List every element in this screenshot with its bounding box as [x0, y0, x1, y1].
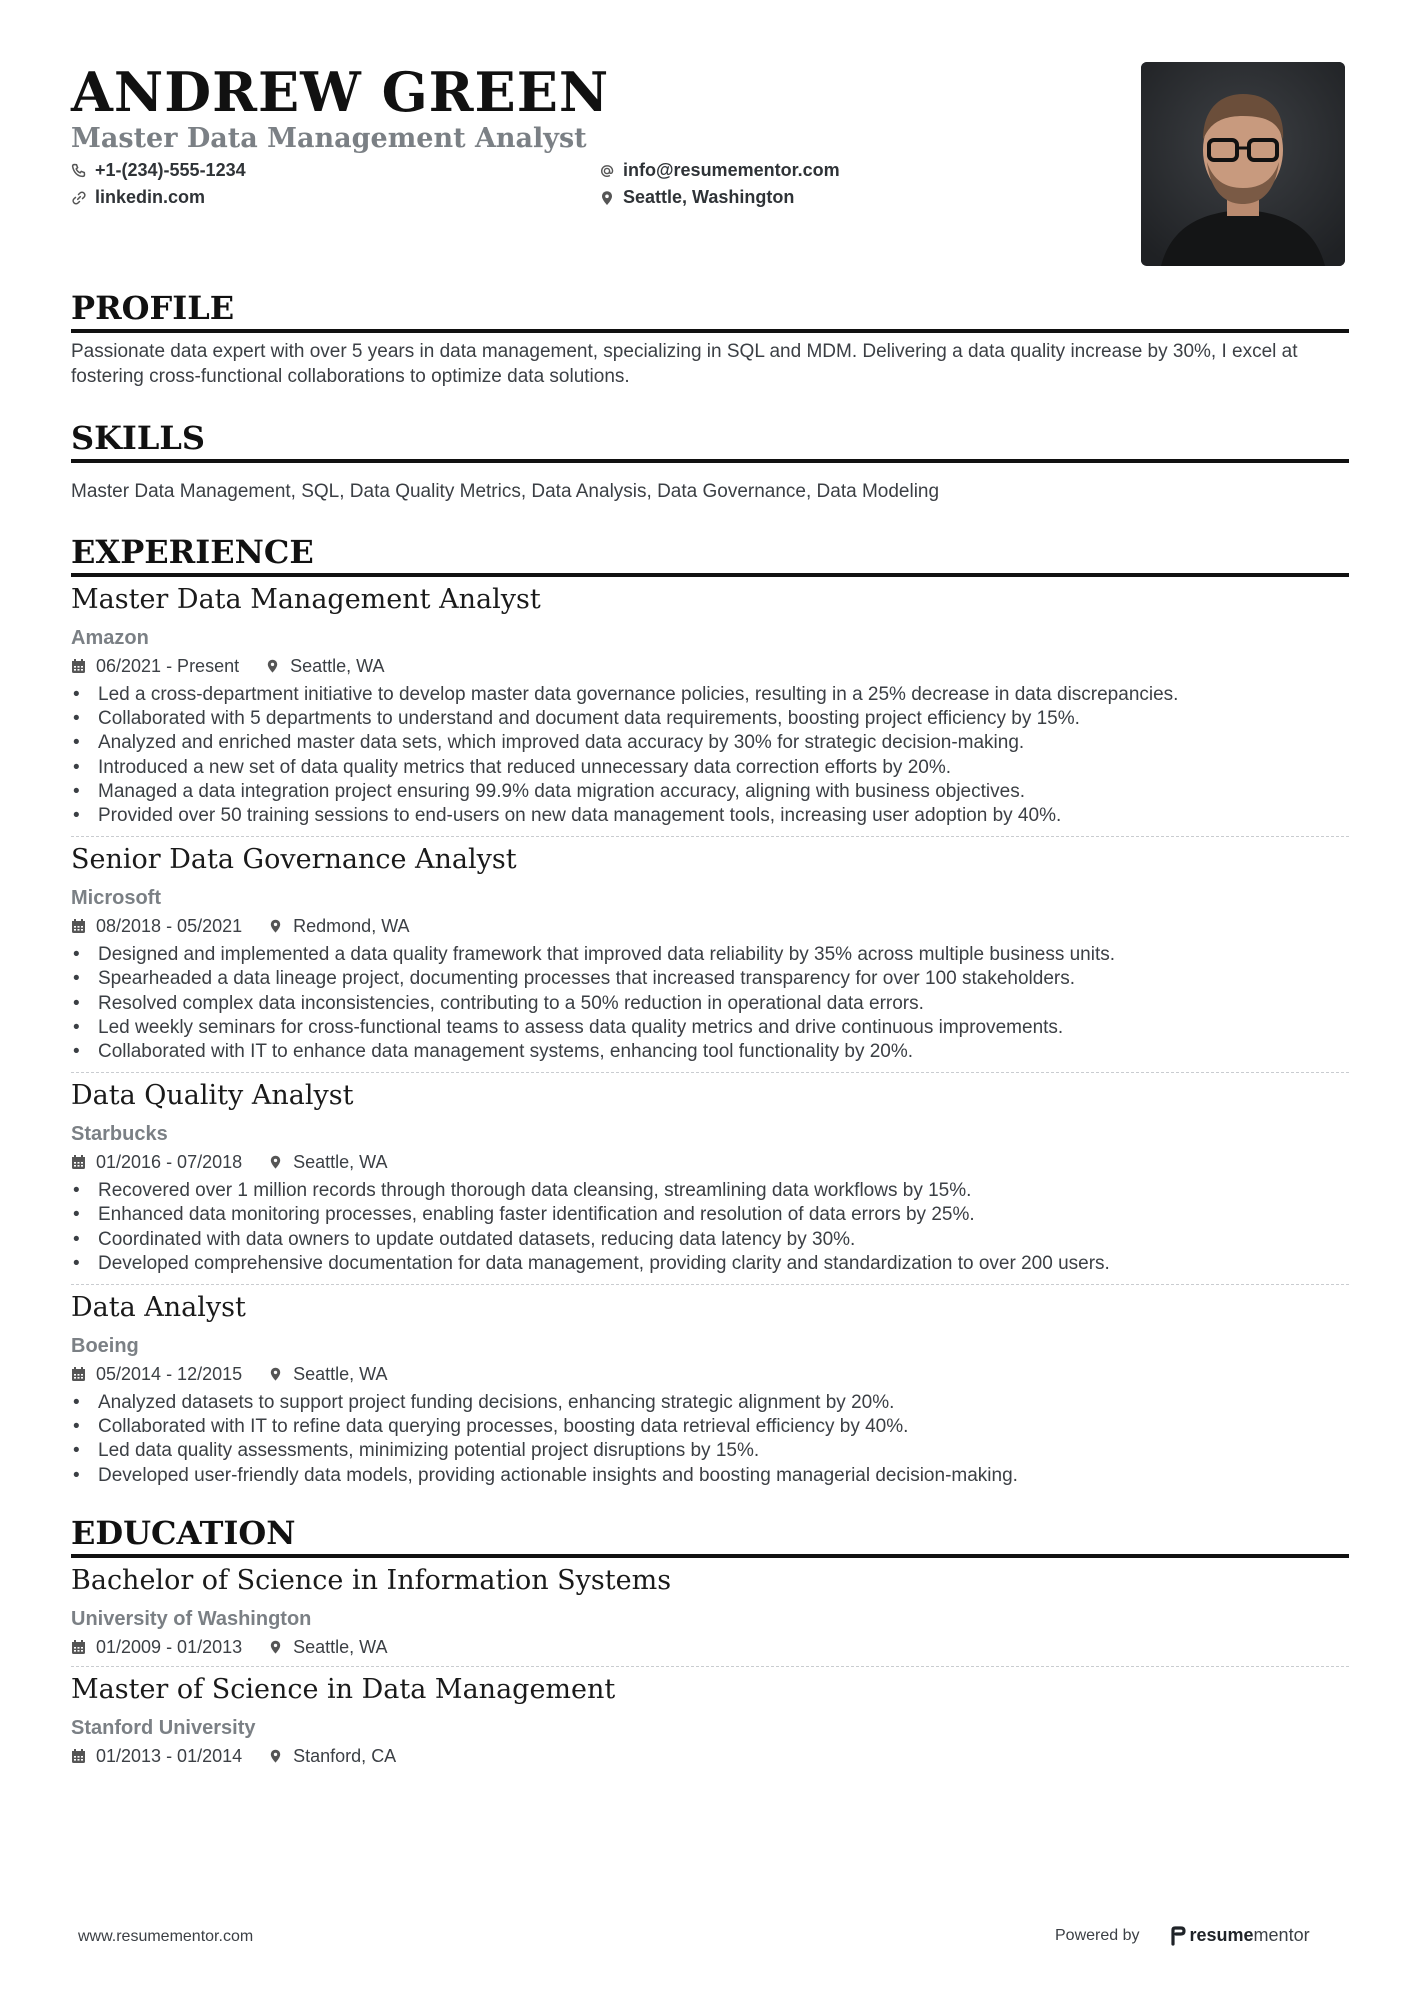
- brand-mark-icon: [1170, 1926, 1186, 1946]
- achievement-list: [71, 1391, 1349, 1488]
- degree-title: Bachelor of Science in Information Systems: [71, 1564, 672, 1596]
- calendar-icon: [71, 1154, 86, 1170]
- achievement-item: • Recovered over 1 million records through thorough data cleansing, streamlining data workflows by 15%.: [71, 1179, 1349, 1203]
- achievement-item: • Led data quality assessments, minimizing potential project disruptions by 15%.: [71, 1439, 1349, 1463]
- achievement-item: • Led weekly seminars for cross-functional teams to assess data quality metrics and drive continuous improvements.: [71, 1016, 1349, 1040]
- date-text: 08/2018 - 05/2021: [96, 916, 243, 937]
- company-name: Starbucks: [71, 1123, 168, 1146]
- date-text: 05/2014 - 12/2015: [96, 1364, 243, 1385]
- resume-header: [71, 0, 1349, 270]
- map-pin-icon: [268, 918, 283, 934]
- contact-email[interactable]: [599, 160, 891, 181]
- phone-text: +1-(234)-555-1234: [95, 160, 246, 180]
- location-text: Stanford, CA: [293, 1745, 397, 1766]
- contact-location: [599, 187, 891, 208]
- at-icon: [599, 163, 615, 179]
- skills-section: [71, 419, 1349, 504]
- entry-location: [268, 915, 409, 937]
- candidate-title: Master Data Management Analyst: [71, 123, 587, 154]
- achievement-item: • Resolved complex data inconsistencies, contributing to a 50% reduction in operational data errors.: [71, 992, 1349, 1016]
- calendar-icon: [71, 658, 86, 674]
- location-text: Seattle, WA: [293, 1152, 388, 1173]
- degree-title: Master of Science in Data Management: [71, 1673, 616, 1705]
- entry-location: [268, 1151, 387, 1173]
- date-range: [71, 1636, 242, 1658]
- footer-branding: [1055, 1925, 1310, 1946]
- education-list: [71, 1564, 1349, 1767]
- entry-meta: [71, 1745, 1349, 1767]
- achievement-list: [71, 1179, 1349, 1276]
- date-text: 01/2013 - 01/2014: [96, 1745, 243, 1766]
- entry-divider: [71, 1666, 1349, 1667]
- experience-section: [71, 533, 1349, 1488]
- achievement-item: • Spearheaded a data lineage project, documenting processes that increased transparency for over 100 stakeholders.: [71, 967, 1349, 991]
- entry-meta: [71, 915, 1349, 937]
- entry-meta: [71, 1151, 1349, 1173]
- education-section: [71, 1514, 1349, 1767]
- entry-divider: [71, 1072, 1349, 1073]
- skills-text: Master Data Management, SQL, Data Quality Metrics, Data Analysis, Data Governance, Data Modeling: [71, 481, 940, 502]
- entry-divider: [71, 836, 1349, 837]
- brand-bold-text: resume: [1189, 1925, 1254, 1945]
- footer-website[interactable]: www.resumementor.com: [78, 1928, 254, 1945]
- job-title: Data Quality Analyst: [71, 1080, 354, 1112]
- job-title: Data Analyst: [71, 1292, 246, 1324]
- achievement-item: • Developed user-friendly data models, providing actionable insights and boosting managerial decision-making.: [71, 1464, 1349, 1488]
- entry-meta: [71, 655, 1349, 677]
- powered-by-text: Powered by: [1055, 1926, 1140, 1944]
- linkedin-text: linkedin.com: [95, 187, 206, 207]
- achievement-list: [71, 943, 1349, 1064]
- map-pin-icon: [265, 658, 280, 674]
- achievement-item: • Analyzed datasets to support project funding decisions, enhancing strategic alignment by 20%.: [71, 1391, 1349, 1415]
- skills-heading: SKILLS: [71, 419, 205, 457]
- location-text: Redmond, WA: [293, 916, 410, 937]
- map-pin-icon: [268, 1366, 283, 1382]
- job-entry: [71, 1079, 1349, 1285]
- date-range: [71, 1745, 242, 1767]
- education-entry: [71, 1564, 1349, 1667]
- achievement-item: • Provided over 50 training sessions to end-users on new data management tools, increasing user adoption by 40%.: [71, 804, 1349, 828]
- achievement-list: [71, 683, 1349, 828]
- date-range: [71, 1363, 242, 1385]
- portrait-image: [1141, 62, 1345, 266]
- achievement-item: • Introduced a new set of data quality metrics that reduced unnecessary data correction efforts by 20%.: [71, 756, 1349, 780]
- entry-location: [268, 1363, 387, 1385]
- achievement-item: • Collaborated with 5 departments to understand and document data requirements, boosting project efficiency by 15%.: [71, 707, 1349, 731]
- entry-location: [265, 655, 384, 677]
- date-range: [71, 915, 242, 937]
- calendar-icon: [71, 918, 86, 934]
- date-text: 06/2021 - Present: [96, 656, 240, 676]
- school-name: Stanford University: [71, 1716, 256, 1739]
- date-text: 01/2016 - 07/2018: [96, 1152, 243, 1173]
- map-pin-icon: [268, 1639, 283, 1655]
- achievement-item: • Designed and implemented a data quality framework that improved data reliability by 35% across multiple business units.: [71, 943, 1349, 967]
- map-pin-icon: [268, 1748, 283, 1764]
- brand-light-text: mentor: [1253, 1925, 1310, 1945]
- profile-photo: [1141, 62, 1345, 266]
- school-name: University of Washington: [71, 1607, 312, 1630]
- link-icon: [71, 190, 87, 206]
- date-range: [71, 1151, 242, 1173]
- section-divider: [71, 1554, 1349, 1558]
- experience-heading: EXPERIENCE: [71, 533, 314, 571]
- candidate-name: ANDREW GREEN: [71, 60, 610, 124]
- job-entry: [71, 583, 1349, 837]
- section-divider: [71, 329, 1349, 333]
- achievement-item: • Analyzed and enriched master data sets, which improved data accuracy by 30% for strategic decision-making.: [71, 731, 1349, 755]
- education-entry: [71, 1673, 1349, 1767]
- entry-meta: [71, 1363, 1349, 1385]
- experience-list: [71, 583, 1349, 1488]
- job-entry: [71, 1291, 1349, 1488]
- achievement-item: • Managed a data integration project ensuring 99.9% data migration accuracy, aligning with business objectives.: [71, 780, 1349, 804]
- date-text: 01/2009 - 01/2013: [96, 1636, 243, 1657]
- job-entry: [71, 843, 1349, 1073]
- section-divider: [71, 459, 1349, 463]
- achievement-item: • Led a cross-department initiative to develop master data governance policies, resulting in a 25% decrease in data discrepancies.: [71, 683, 1349, 707]
- job-title: Senior Data Governance Analyst: [71, 844, 517, 876]
- entry-location: [268, 1636, 387, 1658]
- location-text: Seattle, WA: [293, 1364, 388, 1385]
- contact-linkedin[interactable]: [71, 187, 599, 208]
- map-pin-icon: [599, 190, 615, 206]
- achievement-item: • Developed comprehensive documentation for data management, providing clarity and standardization to over 200 users.: [71, 1252, 1349, 1276]
- calendar-icon: [71, 1748, 86, 1764]
- achievement-item: • Collaborated with IT to enhance data management systems, enhancing tool functionality by 20%.: [71, 1040, 1349, 1064]
- profile-section: [71, 289, 1349, 389]
- profile-heading: PROFILE: [71, 289, 235, 327]
- map-pin-icon: [268, 1154, 283, 1170]
- achievement-item: • Collaborated with IT to refine data querying processes, boosting data retrieval efficiency by 40%.: [71, 1415, 1349, 1439]
- job-title: Master Data Management Analyst: [71, 584, 541, 615]
- location-text: Seattle, Washington: [623, 187, 795, 207]
- section-divider: [71, 573, 1349, 577]
- date-range: [71, 655, 239, 677]
- entry-location: [268, 1745, 396, 1767]
- brand-logo[interactable]: [1170, 1925, 1310, 1946]
- entry-meta: [71, 1636, 1349, 1658]
- education-heading: EDUCATION: [71, 1513, 296, 1552]
- contact-list: [71, 160, 891, 208]
- company-name: Boeing: [71, 1335, 139, 1358]
- entry-divider: [71, 1284, 1349, 1285]
- location-text: Seattle, WA: [293, 1636, 388, 1657]
- company-name: Microsoft: [71, 887, 161, 910]
- email-text: info@resumementor.com: [623, 160, 840, 180]
- achievement-item: • Coordinated with data owners to update outdated datasets, reducing data latency by 30%.: [71, 1228, 1349, 1252]
- company-name: Amazon: [71, 627, 149, 649]
- contact-phone: [71, 160, 599, 181]
- location-text: Seattle, WA: [290, 656, 385, 676]
- phone-icon: [71, 163, 87, 179]
- calendar-icon: [71, 1639, 86, 1655]
- profile-text: Passionate data expert with over 5 years in data management, specializing in SQL and MDM. Delivering a data quality increase by 30%, I excel at fostering cross-functional collaborations to optimize data solutions.: [71, 341, 1298, 387]
- achievement-item: • Enhanced data monitoring processes, enabling faster identification and resolution of data errors by 25%.: [71, 1203, 1349, 1227]
- calendar-icon: [71, 1366, 86, 1382]
